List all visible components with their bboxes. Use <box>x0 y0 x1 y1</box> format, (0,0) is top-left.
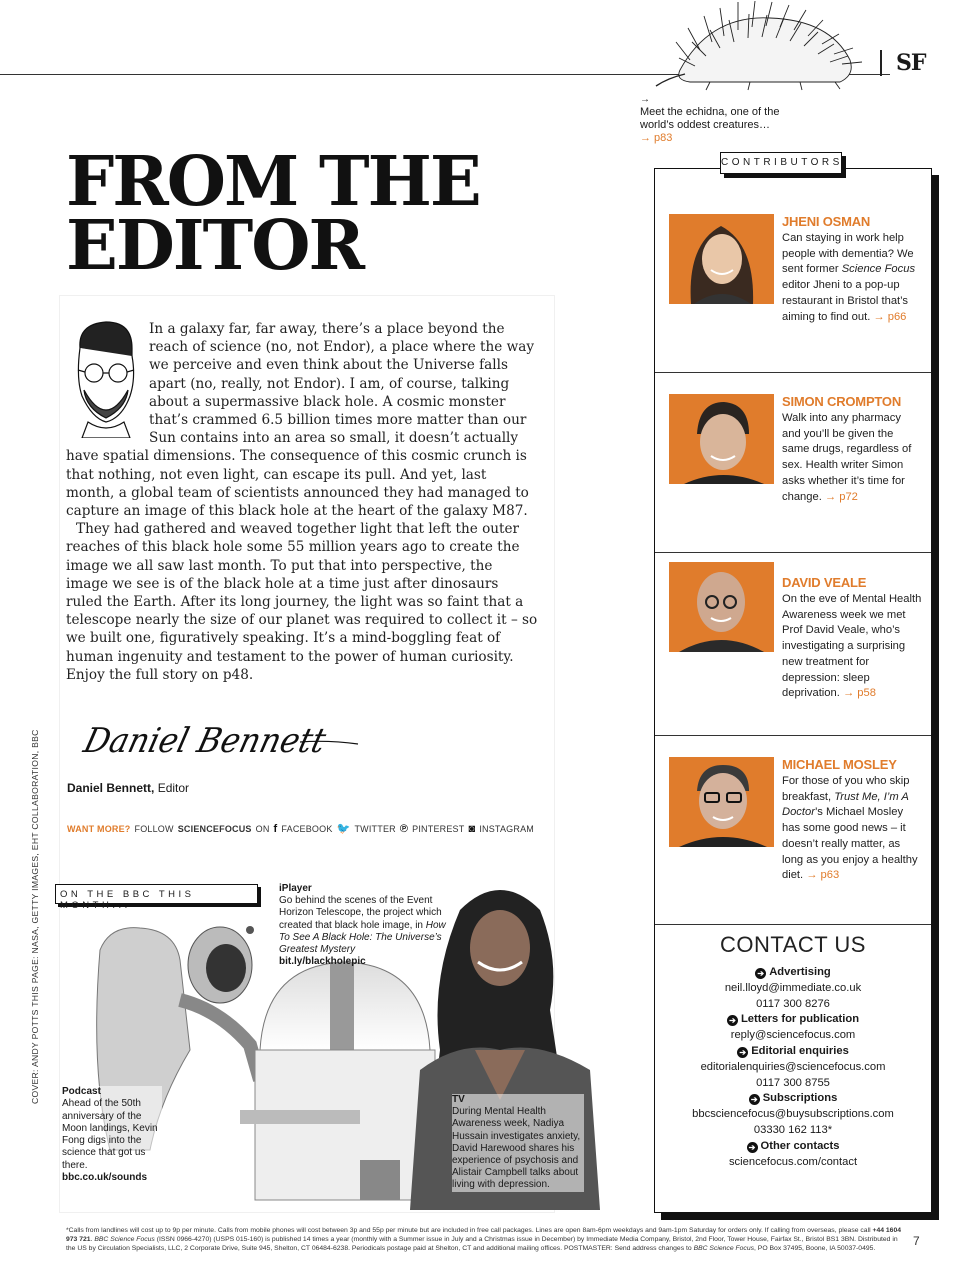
want-more-label: WANT MORE? <box>67 823 131 834</box>
tv-blurb <box>452 1094 584 1192</box>
echidna-illustration <box>650 0 880 92</box>
editor-name: Daniel Bennett, <box>67 781 155 795</box>
letters-email[interactable]: reply@sciencefocus.com <box>730 1029 856 1042</box>
observatory-image <box>240 962 435 1200</box>
iplayer-heading: iPlayer <box>279 883 312 894</box>
pinterest-icon[interactable]: ℗ <box>399 822 409 835</box>
social-follow-bar <box>67 822 534 835</box>
michael-mosley-photo <box>669 757 774 847</box>
signature-script: Daniel Bennett <box>79 721 349 761</box>
follow-label: FOLLOW <box>134 823 174 834</box>
page-link[interactable]: → p66 <box>873 310 907 323</box>
editorial-phone[interactable]: 0117 300 8755 <box>756 1076 830 1089</box>
arrow-circle-icon: ➔ <box>737 1047 748 1058</box>
subscriptions-email[interactable]: bbcsciencefocus@buysubscriptions.com <box>692 1108 894 1121</box>
iplayer-link[interactable]: bit.ly/blackholepic <box>279 956 366 968</box>
page-link[interactable]: → p58 <box>842 687 876 700</box>
letter-paragraph-2: They had gathered and weaved together light that left the outer reaches of this black hole some 55 million years ago to create the image we all saw last month. To put that into perspective, the image we see is of the black hole at a time just after dinosaurs ruled the Earth. After its long journey, the light was so faint that a telescope nearly the size of our planet was required to collect it – so we built one, figuratively speaking. It’s a mind-boggling feat of human ingenuity and testament to the power of human curiosity. Enjoy the full story on p48. <box>66 521 538 683</box>
other-contacts-label: Other contacts <box>760 1139 840 1152</box>
podcast-heading: Podcast <box>62 1086 101 1097</box>
advertising-label: Advertising <box>769 966 831 978</box>
letters-label: Letters for publication <box>740 1013 860 1026</box>
contributor-michael-mosley <box>669 757 919 907</box>
image-credit: COVER: ANDY POTTS THIS PAGE: NASA, GETTY IMAGES, EHT COLLABORATION, BBC <box>30 729 40 1104</box>
bbc-section-label: ON THE BBC THIS MONTH... <box>55 884 258 904</box>
editorial-label: Editorial enquiries <box>751 1044 849 1057</box>
advertising-email[interactable]: neil.lloyd@immediate.co.uk <box>724 981 862 994</box>
footnote-text-c: (ISSN 0966-4270) (USPS 015-160) is published 14 times a year (monthly with a Summer issue in July and a Christmas issue in December) by Immediate Media Company, Bristol, 2nd Floor, Tower House, Fairfax St., Bristol BS1 3BN. Distributed in the US by Circulation Specialists, LLC, 2 Corporate Drive, Suite 945, Shelton, CT 06484-6238. Periodicals postage paid at Shelton, CT and additional mailing offices. POSTMASTER: Send address changes to <box>66 1236 898 1252</box>
bio-text: Walk into any pharmacy and you’ll be given the same drugs, regardless of sex. Health writer Simon asks whether it’s time for change. <box>782 412 912 503</box>
editor-letter-body <box>66 320 538 684</box>
bio-italic: Trust Me, I’m A Doctor <box>782 790 909 819</box>
editor-signature <box>78 712 368 772</box>
contributor-david-veale <box>669 575 922 715</box>
podcast-link[interactable]: bbc.co.uk/sounds <box>62 1172 148 1184</box>
iplayer-text: Go behind the scenes of the Event Horizon Telescope, the project which created that black hole image, in <box>279 895 442 931</box>
subscriptions-phone[interactable]: 03330 162 113* <box>753 1123 833 1136</box>
tv-heading: TV <box>452 1094 465 1105</box>
other-contacts-heading <box>655 1139 931 1155</box>
bio-text-2: editor Jheni to a pop-up restaurant in Bristol that’s aiming to find out. <box>782 279 909 323</box>
bio-text: Can staying in work help people with dementia? We sent former <box>782 232 914 276</box>
arrow-circle-icon: ➔ <box>747 1142 758 1153</box>
editor-signoff <box>67 781 189 795</box>
contributor-name: DAVID VEALE <box>782 575 867 590</box>
portrait-spacer <box>66 320 149 438</box>
twitter-link[interactable]: TWITTER <box>354 823 396 834</box>
contributor-divider <box>655 552 931 553</box>
contact-section <box>655 932 931 1170</box>
letters-heading <box>655 1012 931 1028</box>
echidna-caption-text: Meet the echidna, one of the world’s oddest creatures… <box>640 106 780 131</box>
page-title <box>66 142 480 286</box>
letter-paragraph-1: In a galaxy far, far away, there’s a place beyond the reach of science (no, not Endor), a place where the way we perceive and even think about the Universe falls apart (no, really, not Endor). I am, of course, talking about a supermassive black hole. A cosmic monster that’s crammed 6.5 billion times more matter than our Sun contains into an area so small, it doesn’t actually have spatial dimensions. The consequence of this cosmic crunch is that nothing, not even light, can escape its pull. And yet, last month, a global team of scientists announced they had managed to capture an image of this black hole at the heart of the galaxy M87. <box>66 321 535 520</box>
contributor-bio <box>782 774 922 884</box>
bio-text-2: ’s Michael Mosley has some good news – it doesn’t really matter, as long as you enjoy a healthy diet. <box>782 806 918 882</box>
contributor-bio <box>782 592 922 702</box>
echidna-caption <box>640 93 780 145</box>
contributor-divider <box>655 372 931 373</box>
contributor-divider <box>655 924 931 925</box>
contributor-bio <box>782 231 922 325</box>
david-veale-photo <box>669 562 774 652</box>
podcast-text: Ahead of the 50th anniversary of the Moon landings, Kevin Fong digs into the science that got us there. <box>62 1098 158 1171</box>
footnote-text-d: , PO Box 37495, Boone, IA 50037-0495. <box>754 1245 876 1252</box>
arrow-circle-icon: ➔ <box>755 968 766 979</box>
page-link[interactable]: → p63 <box>806 869 840 882</box>
sf-logo: SF <box>896 50 926 76</box>
contributors-title: CONTRIBUTORS <box>720 152 842 174</box>
tv-text: During Mental Health Awareness week, Nadiya Hussain investigates anxiety, David Harewood shares his experience of psychosis and Alistair Campbell talks about living with depression. <box>452 1106 581 1191</box>
caption-arrow-icon: → <box>640 94 650 105</box>
bio-text: For those of you who skip breakfast, <box>782 775 910 803</box>
advertising-heading <box>655 965 931 981</box>
advertising-phone[interactable]: 0117 300 8276 <box>756 997 830 1010</box>
page-link[interactable]: → p72 <box>824 490 858 503</box>
facebook-icon[interactable]: f <box>273 822 278 835</box>
legal-footnote <box>66 1226 906 1253</box>
bio-italic: Science Focus <box>841 263 916 276</box>
footnote-phone: +44 1604 973 721 <box>66 1227 902 1243</box>
footnote-italic-2: BBC Science Focus <box>693 1245 755 1252</box>
contributor-divider <box>655 735 931 736</box>
jheni-osman-photo <box>669 214 774 304</box>
on-label: ON <box>255 823 270 834</box>
editorial-heading <box>655 1044 931 1060</box>
pinterest-link[interactable]: PINTEREST <box>412 823 465 834</box>
instagram-link[interactable]: INSTAGRAM <box>479 823 534 834</box>
echidna-page-link[interactable]: → p83 <box>640 132 673 144</box>
contributor-name: JHENI OSMAN <box>782 214 871 229</box>
iplayer-programme-title: How To See A Black Hole: The Universe’s Greatest Mystery <box>279 919 446 956</box>
arrow-circle-icon: ➔ <box>727 1015 738 1026</box>
podcast-blurb <box>62 1086 162 1184</box>
social-handle: SCIENCEFOCUS <box>177 823 252 834</box>
instagram-icon[interactable]: ◙ <box>468 822 476 835</box>
contributor-bio <box>782 411 922 505</box>
contact-title: CONTACT US <box>720 932 866 957</box>
footnote-text-b: . <box>90 1236 95 1243</box>
subscriptions-label: Subscriptions <box>762 1092 838 1105</box>
editor-role: Editor <box>154 781 190 795</box>
contributor-name: MICHAEL MOSLEY <box>782 757 897 772</box>
footnote-italic-1: BBC Science Focus <box>94 1236 155 1243</box>
logo-divider <box>880 50 882 76</box>
contributor-name: SIMON CROMPTON <box>782 394 902 409</box>
page-title-line1: FROM THE <box>66 142 480 222</box>
simon-crompton-photo <box>669 394 774 484</box>
other-contacts-url[interactable]: sciencefocus.com/contact <box>728 1155 858 1168</box>
editorial-email[interactable]: editorialenquiries@sciencefocus.com <box>700 1060 886 1073</box>
arrow-circle-icon: ➔ <box>749 1094 760 1105</box>
contributor-simon-crompton <box>669 394 919 534</box>
twitter-icon[interactable]: 🐦 <box>336 823 351 835</box>
page-number: 7 <box>913 1234 920 1248</box>
page-title-line2: EDITOR <box>66 206 363 286</box>
contributor-jheni-osman <box>669 214 919 364</box>
iplayer-blurb <box>279 883 449 968</box>
bio-text: On the eve of Mental Health Awareness week we met Prof David Veale, who’s investigating a surprising new treatment for depression: sleep deprivation. <box>782 593 922 700</box>
footnote-text-a: *Calls from landlines will cost up to 9p per minute. Calls from mobile phones will cost between 3p and 55p per minute but are included in free call packages. Lines are open 8am-6pm weekdays and 9am-1pm Saturday for orders only. If calling from overseas, please call <box>66 1227 873 1234</box>
facebook-link[interactable]: FACEBOOK <box>281 823 333 834</box>
subscriptions-heading <box>655 1091 931 1107</box>
